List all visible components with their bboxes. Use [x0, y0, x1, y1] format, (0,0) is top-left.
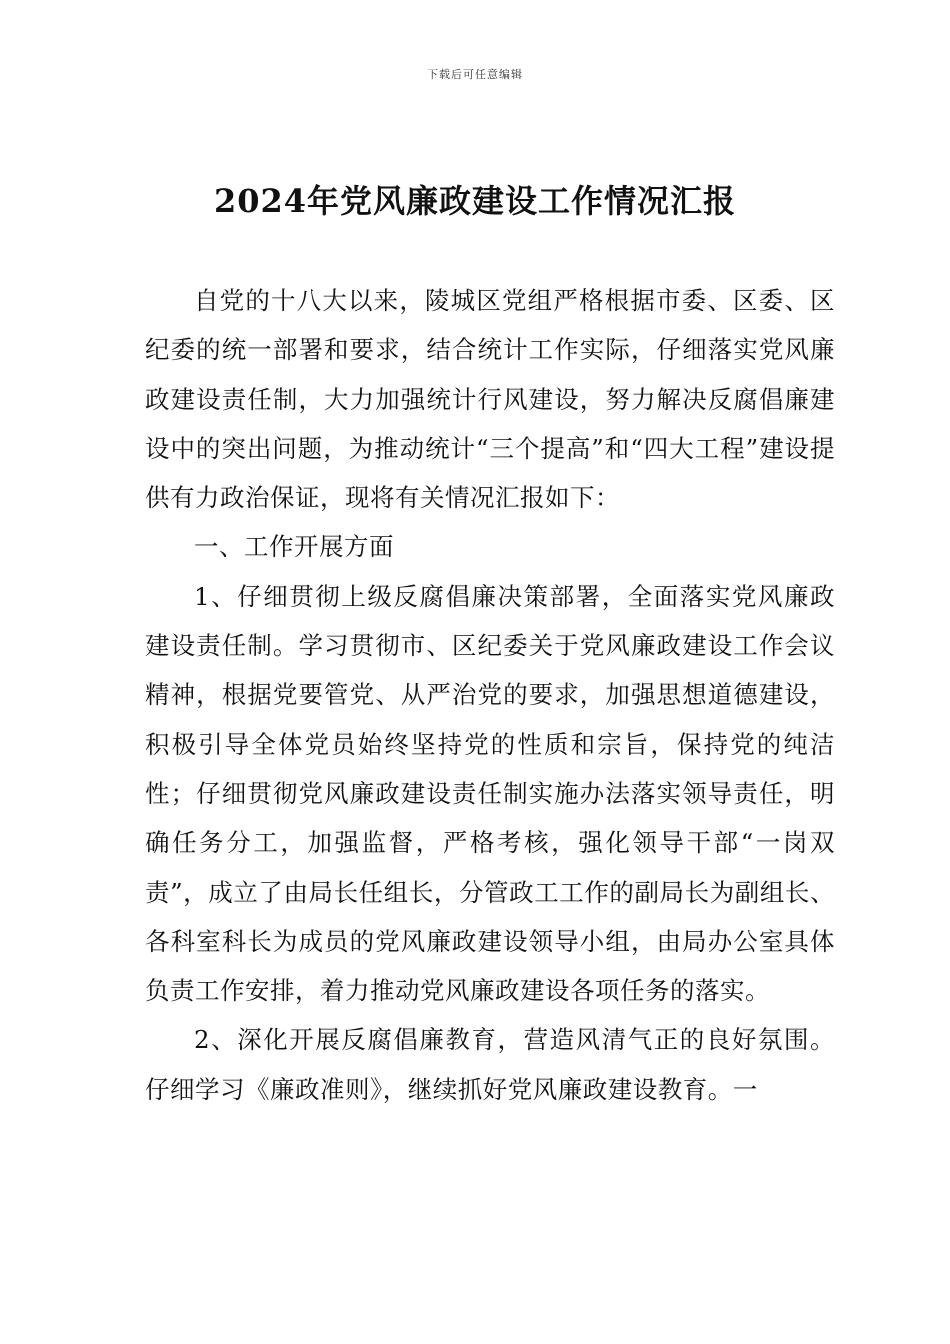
paragraph-item-2: 2、深化开展反腐倡廉教育，营造风清气正的良好氛围。仔细学习《廉政准则》，继续抓好党风廉政建设教育。一 [145, 1025, 835, 1104]
document-body [145, 276, 835, 1114]
document-title: 2024年党风廉政建设工作情况汇报 [213, 182, 737, 220]
paragraph-item-1: 1、仔细贯彻上级反腐倡廉决策部署，全面落实党风廉政建设责任制。学习贯彻市、区纪委关于党风廉政建设工作会议精神，根据党要管党、从严治党的要求，加强思想道德建设，积极引导全体党员始终坚持党的性质和宗旨，保持党的纯洁性；仔细贯彻党风廉政建设责任制实施办法落实领导责任，明确任务分工，加强监督，严格考核，强化领导干部“一岗双责”，成立了由局长任组长，分管政工工作的副局长为副组长、各科室科长为成员的党风廉政建设领导小组，由局办公室具体负责工作安排，着力推动党风廉政建设各项任务的落实。 [145, 581, 835, 1006]
paragraph-intro: 自党的十八大以来，陵城区党组严格根据市委、区委、区纪委的统一部署和要求，结合统计工作实际，仔细落实党风廉政建设责任制，大力加强统计行风建设，努力解决反腐倡廉建设中的突出问题，为推动统计“三个提高”和“四大工程”建设提供有力政治保证，现将有关情况汇报如下： [145, 286, 835, 513]
section-heading: 一、工作开展方面 [194, 532, 394, 562]
header-note: 下载后可任意编辑 [427, 68, 523, 81]
